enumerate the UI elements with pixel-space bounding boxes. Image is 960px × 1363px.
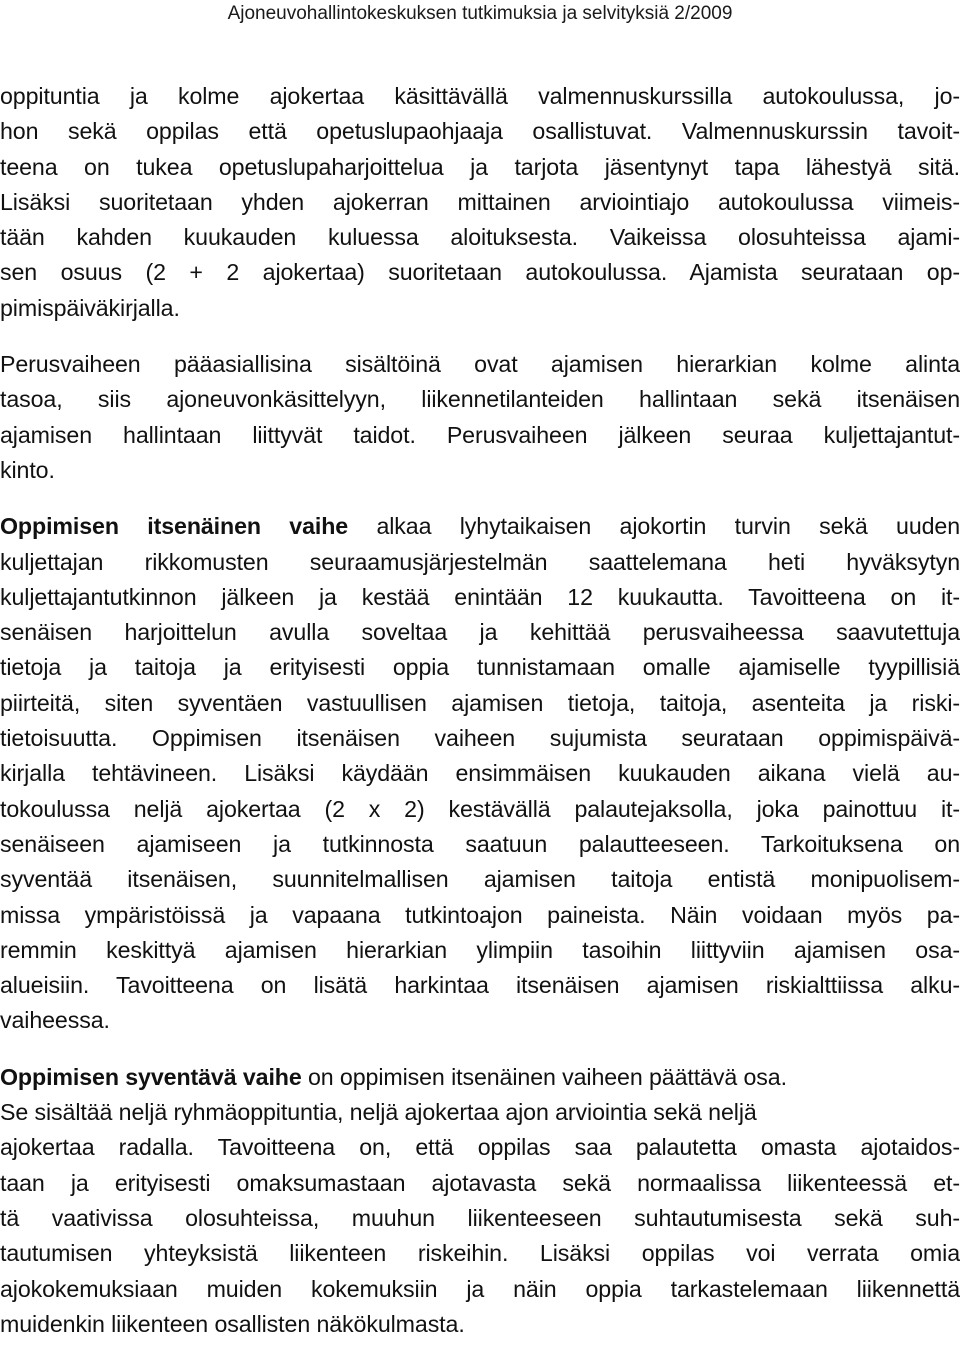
- paragraph-training-course: [0, 79, 960, 326]
- text-run: on oppimisen itsenäinen vaiheen päättävä osa.: [301, 1063, 787, 1090]
- text-line: tietoisuutta. Oppimisen itsenäisen vaiheen sujumista seurataan oppimispäivä-: [0, 725, 960, 752]
- text-line: ajokokemuksiaan muiden kokemuksiin ja näin oppia tarkastelemaan liikennettä: [0, 1275, 960, 1302]
- text-line: senäiseen ajamiseen ja tutkinnosta saatuun palautteeseen. Tarkoituksena on: [0, 830, 960, 857]
- text-line: ajamisen hallintaan liittyvät taidot. Perusvaiheen jälkeen seuraa kuljettajantut-: [0, 421, 960, 448]
- text-line: syventää itsenäisen, suunnitelmallisen ajamisen taitoja entistä monipuolisem-: [0, 866, 960, 893]
- text-line: Perusvaiheen pääasiallisina sisältöinä ovat ajamisen hierarkian kolme alinta: [0, 351, 960, 378]
- text-line: Lisäksi suoritetaan yhden ajokerran mittainen arviointiajo autokoulussa viimeis-: [0, 188, 960, 215]
- text-line: kuljettajantutkinnon jälkeen ja kestää enintään 12 kuukautta. Tavoitteena on it-: [0, 583, 960, 610]
- text-line: piirteitä, siten syventäen vastuullisen ajamisen tietoja, taitoja, asenteita ja riski-: [0, 689, 960, 716]
- text-line: muidenkin liikenteen osallisten näkökulmasta.: [0, 1310, 465, 1337]
- text-line: sen osuus (2 + 2 ajokertaa) suoritetaan autokoulussa. Ajamista seurataan op-: [0, 259, 960, 286]
- deepening-phase-term: Oppimisen syventävä vaihe: [0, 1063, 302, 1090]
- text-line: tokoulussa neljä ajokertaa (2 x 2) kestävällä palautejaksolla, joka painottuu it-: [0, 795, 960, 822]
- paragraph-basic-phase: [0, 347, 960, 488]
- text-line: kirjalla tehtävineen. Lisäksi käydään ensimmäisen kuukauden aikana vielä au-: [0, 760, 960, 787]
- text-line: senäisen harjoittelun avulla soveltaa ja kehittää perusvaiheessa saavutettuja: [0, 619, 960, 646]
- text-line: remmin keskittyä ajamisen hierarkian ylimpiin tasoihin liittyviin ajamisen osa-: [0, 936, 960, 963]
- text-line: Se sisältää neljä ryhmäoppituntia, neljä ajokertaa ajon arviointia sekä neljä: [0, 1099, 757, 1126]
- text-line: tään kahden kuukauden kuluessa aloituksesta. Vaikeissa olosuhteissa ajami-: [0, 224, 960, 251]
- text-line: taan ja erityisesti omaksumastaan ajotavasta sekä normaalissa liikenteessä et-: [0, 1169, 960, 1196]
- text-line: kinto.: [0, 456, 55, 483]
- text-line: [0, 1060, 960, 1095]
- text-line: vaiheessa.: [0, 1007, 110, 1034]
- text-line: tasoa, siis ajoneuvonkäsittelyyn, liikennetilanteiden hallintaan sekä itsenäisen: [0, 386, 960, 413]
- text-line: alueisiin. Tavoitteena on lisätä harkintaa itsenäisen ajamisen riskialttiissa alku-: [0, 972, 960, 999]
- text-line: teena on tukea opetuslupaharjoittelua ja tarjota jäsentynyt tapa lähestyä sitä.: [0, 153, 960, 180]
- page-body: [0, 79, 960, 1363]
- paragraph-deepening-phase: [0, 1060, 960, 1342]
- text-line: ajokertaa radalla. Tavoitteena on, että oppilas saa palautetta omasta ajotaidos-: [0, 1134, 960, 1161]
- text-line: kuljettajan rikkomusten seuraamusjärjestelmän saattelemana heti hyväksytyn: [0, 548, 960, 575]
- text-line: [0, 509, 960, 544]
- text-line: tautumisen yhteyksistä liikenteen riskeihin. Lisäksi oppilas voi verrata omia: [0, 1240, 960, 1267]
- independent-phase-term: Oppimisen itsenäinen vaihe: [0, 513, 349, 540]
- running-header: Ajoneuvohallintokeskuksen tutkimuksia ja selvityksiä 2/2009: [227, 3, 733, 24]
- text-line: missa ympäristöissä ja vapaana tutkintoajon paineista. Näin voidaan myös pa-: [0, 901, 960, 928]
- paragraph-independent-phase: [0, 509, 960, 1038]
- text-line: oppituntia ja kolme ajokertaa käsittävällä valmennuskurssilla autokoulussa, jo-: [0, 83, 960, 109]
- text-line: pimispäiväkirjalla.: [0, 294, 180, 321]
- text-line: tä vaativissa olosuhteissa, muuhun liikenteeseen suhtautumisesta sekä suh-: [0, 1204, 960, 1231]
- text-line: tietoja ja taitoja ja erityisesti oppia tunnistamaan omalle ajamiselle tyypillisiä: [0, 654, 960, 681]
- text-line: hon sekä oppilas että opetuslupaohjaaja osallistuvat. Valmennuskurssin tavoit-: [0, 118, 960, 145]
- text-run: alkaa lyhytaikaisen ajokortin turvin sekä uuden: [348, 513, 960, 540]
